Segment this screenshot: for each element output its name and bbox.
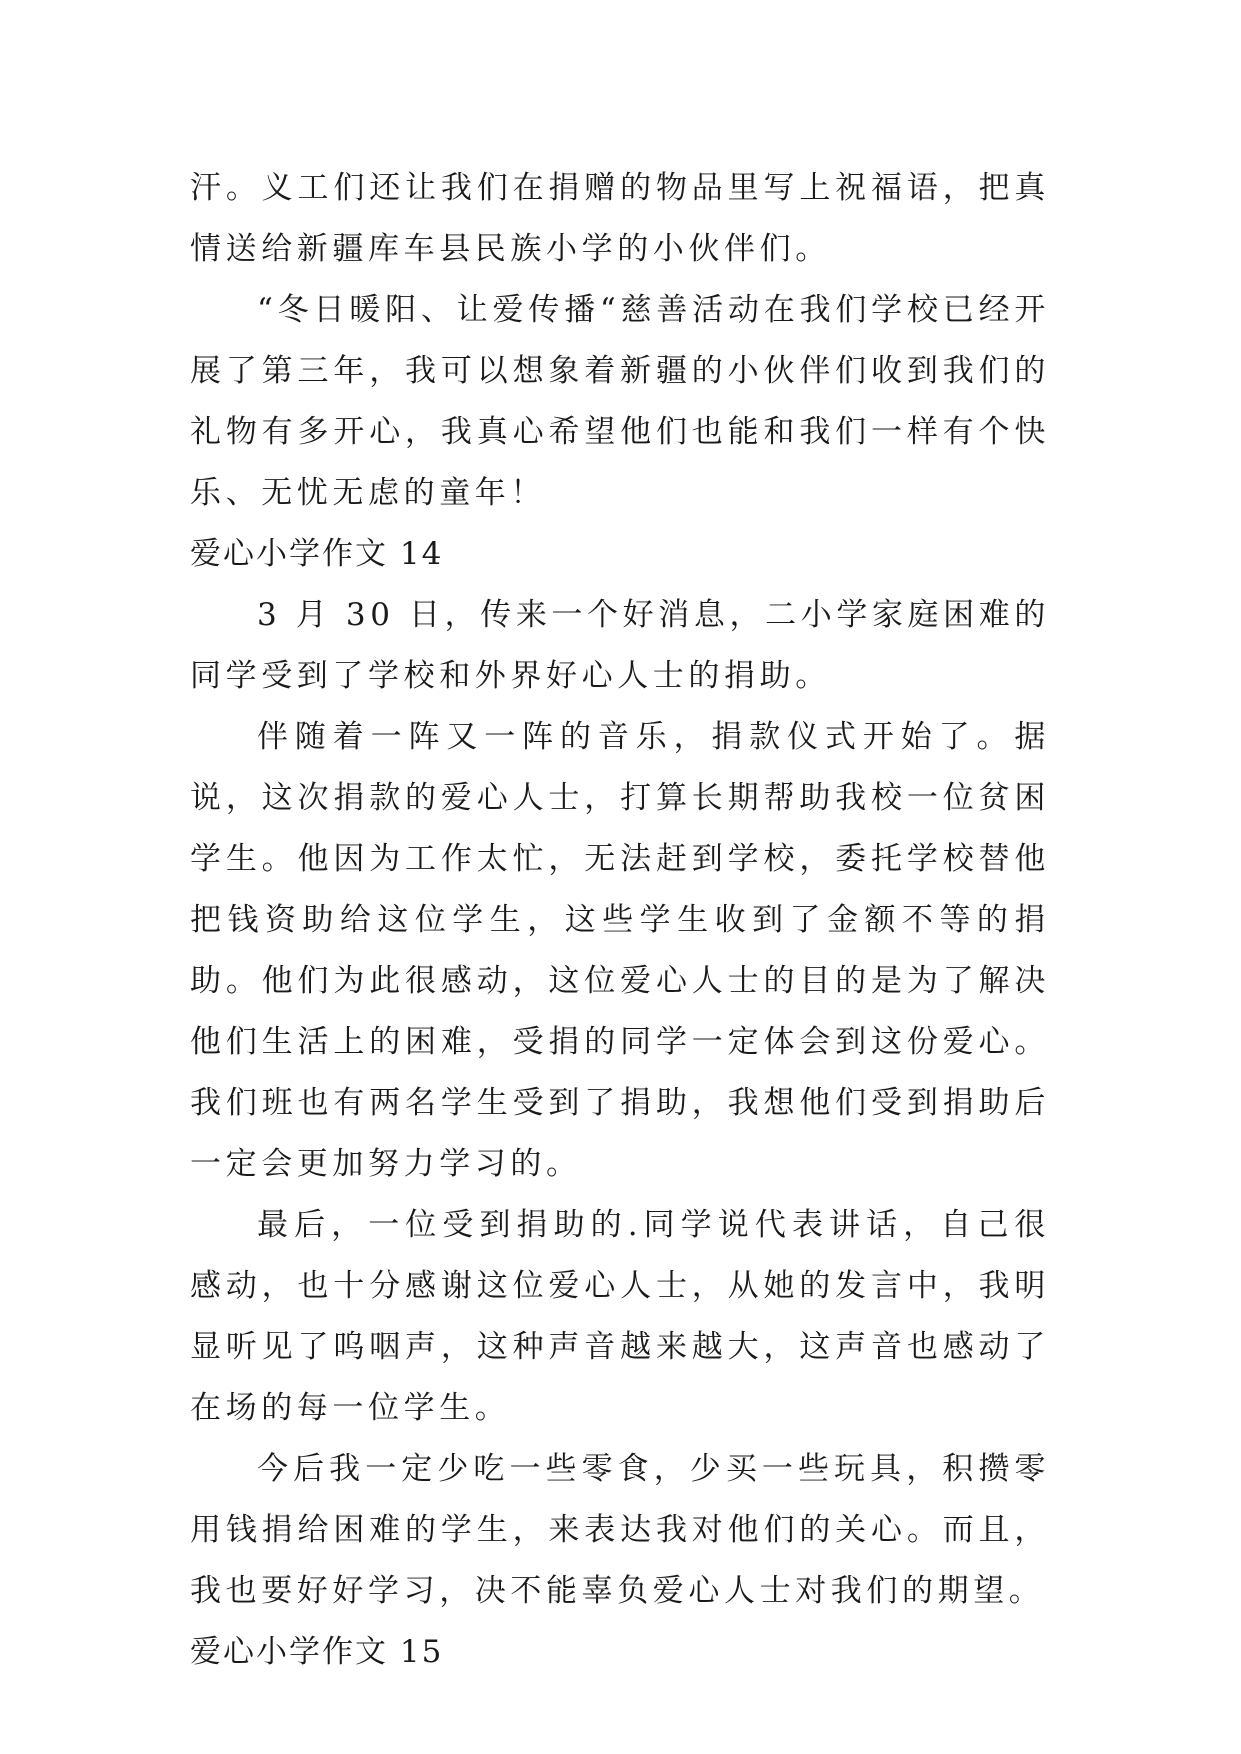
section-heading: 爱心小学作文 14: [190, 536, 444, 572]
paragraph: “冬日暖阳、让爱传播“慈善活动在我们学校已经开展了第三年，我可以想象着新疆的小伙伴们收到我们的礼物有多开心，我真心希望他们也能和我们一样有个快乐、无忧无虑的童年！: [190, 292, 1050, 511]
paragraph: 3 月 30 日，传来一个好消息，二小学家庭困难的同学受到了学校和外界好心人士的捐助。: [190, 597, 1050, 694]
document-body: [190, 158, 1050, 1683]
paragraph: 最后，一位受到捐助的.同学说代表讲话，自己很感动，也十分感谢这位爱心人士，从她的发言中，我明显听见了呜咽声，这种声音越来越大，这声音也感动了在场的每一位学生。: [190, 1207, 1050, 1426]
section-heading: 爱心小学作文 15: [190, 1634, 444, 1670]
paragraph: 今后我一定少吃一些零食，少买一些玩具，积攒零用钱捐给困难的学生，来表达我对他们的关心。而且，我也要好好学习，决不能辜负爱心人士对我们的期望。: [190, 1451, 1050, 1609]
paragraph: 伴随着一阵又一阵的音乐，捐款仪式开始了。据说，这次捐款的爱心人士，打算长期帮助我校一位贫困学生。他因为工作太忙，无法赶到学校，委托学校替他把钱资助给这位学生，这些学生收到了金额不等的捐助。他们为此很感动，这位爱心人士的目的是为了解决他们生活上的困难，受捐的同学一定体会到这份爱心。我们班也有两名学生受到了捐助，我想他们受到捐助后一定会更加努力学习的。: [190, 719, 1050, 1182]
paragraph: 汗。义工们还让我们在捐赠的物品里写上祝福语，把真情送给新疆库车县民族小学的小伙伴们。: [190, 170, 1050, 267]
